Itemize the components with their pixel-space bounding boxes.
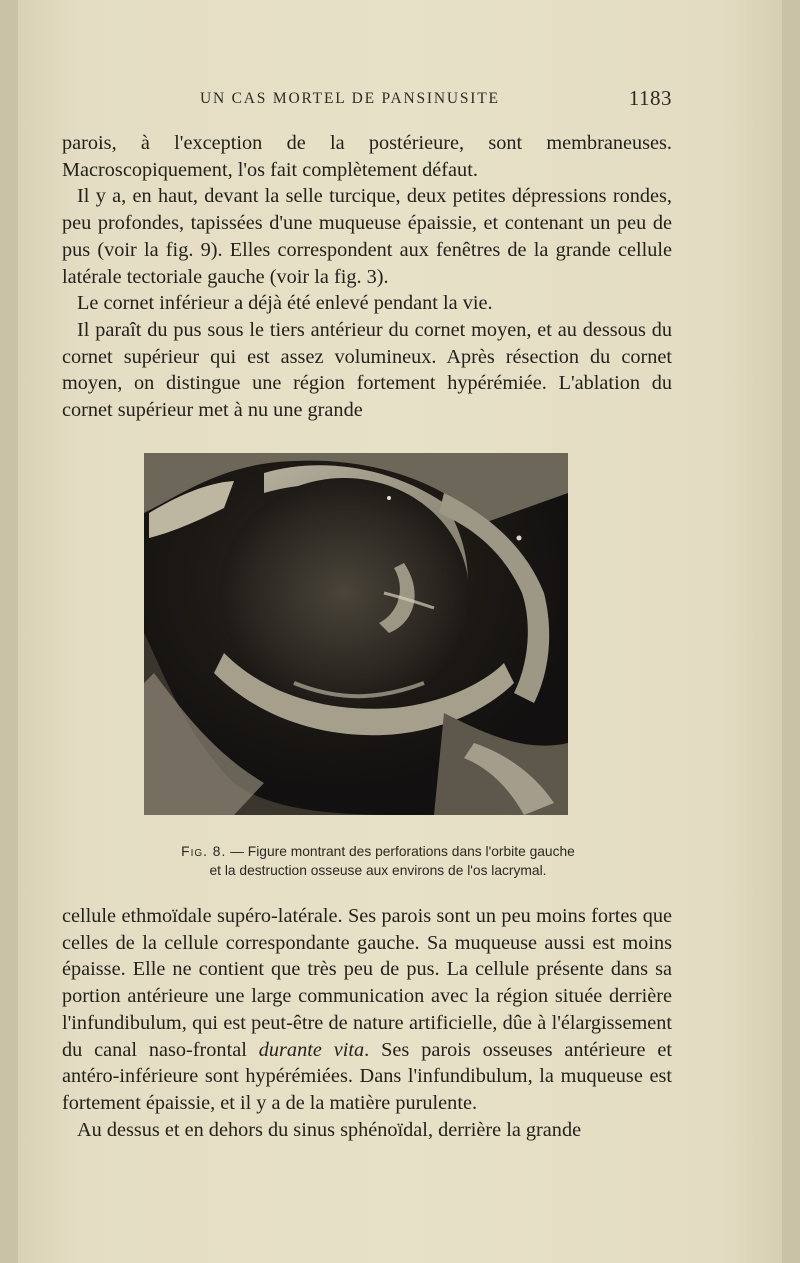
page [18,0,782,1263]
paragraph-5 [62,903,672,1117]
paragraph-3: Le cornet inférieur a déjà été enlevé pendant la vie. [77,292,493,315]
figure-photo [144,453,568,815]
figure-label: Fig. 8. [181,844,227,859]
paragraph-4: Il paraît du pus sous le tiers antérieur du cornet moyen, et au dessous du cornet supérieur qui est assez volumineux. Après résection du cornet moyen, on distingue une région fortement hypérémiée. L'ablation du cornet supérieur met à nu une grande [62,318,672,422]
page-number: 1183 [628,86,672,110]
caption-line-1 [88,842,668,861]
paragraph-6: Au dessus et en dehors du sinus sphénoïdal, derrière la grande [77,1118,582,1141]
figure-caption [88,842,668,880]
running-header [18,88,782,114]
latin-phrase: durante vita [258,1038,365,1061]
orbit-photograph [144,453,568,815]
paragraph-5-end: . Ses parois osseuses antérieure et antéro-inférieure sont hypérémiées. Dans l'infundibulum, la muqueuse est fortement épaissie, et il y a de la matière purulente. [62,1038,673,1114]
paragraph-5-start: cellule ethmoïdale supéro-latérale. Ses parois sont un peu moins fortes que celles de la cellule correspondante gauche. Sa muqueuse aussi est moins épaisse. Elle ne contient que très peu de pus. La cellule présente dans sa portion antérieure une large communication avec la région située derrière l'infundibulum, qui est peut-être de nature artificielle, dûe à l'élargissement du canal naso-frontal [62,905,672,1061]
paragraph-2: Il y a, en haut, devant la selle turcique, deux petites dépressions rondes, peu profondes, tapissées d'une muqueuse épaissie, et contenant un peu de pus (voir la fig. 9). Elles correspondent aux fenêtres de la grande cellule latérale tectoriale gauche (voir la fig. 3). [62,185,672,288]
paragraph-1: parois, à l'exception de la postérieure, sont membraneuses. Macroscopiquement, l'os fait complètement défaut. [62,132,672,181]
running-title: UN CAS MORTEL DE PANSINUSITE [200,90,500,107]
caption-line-2: et la destruction osseuse aux environs de l'os lacrymal. [209,863,547,878]
top-text-block [62,130,672,424]
caption-text-1: — Figure montrant des perforations dans l'orbite gauche [226,844,575,859]
bottom-text-block [62,903,672,1143]
